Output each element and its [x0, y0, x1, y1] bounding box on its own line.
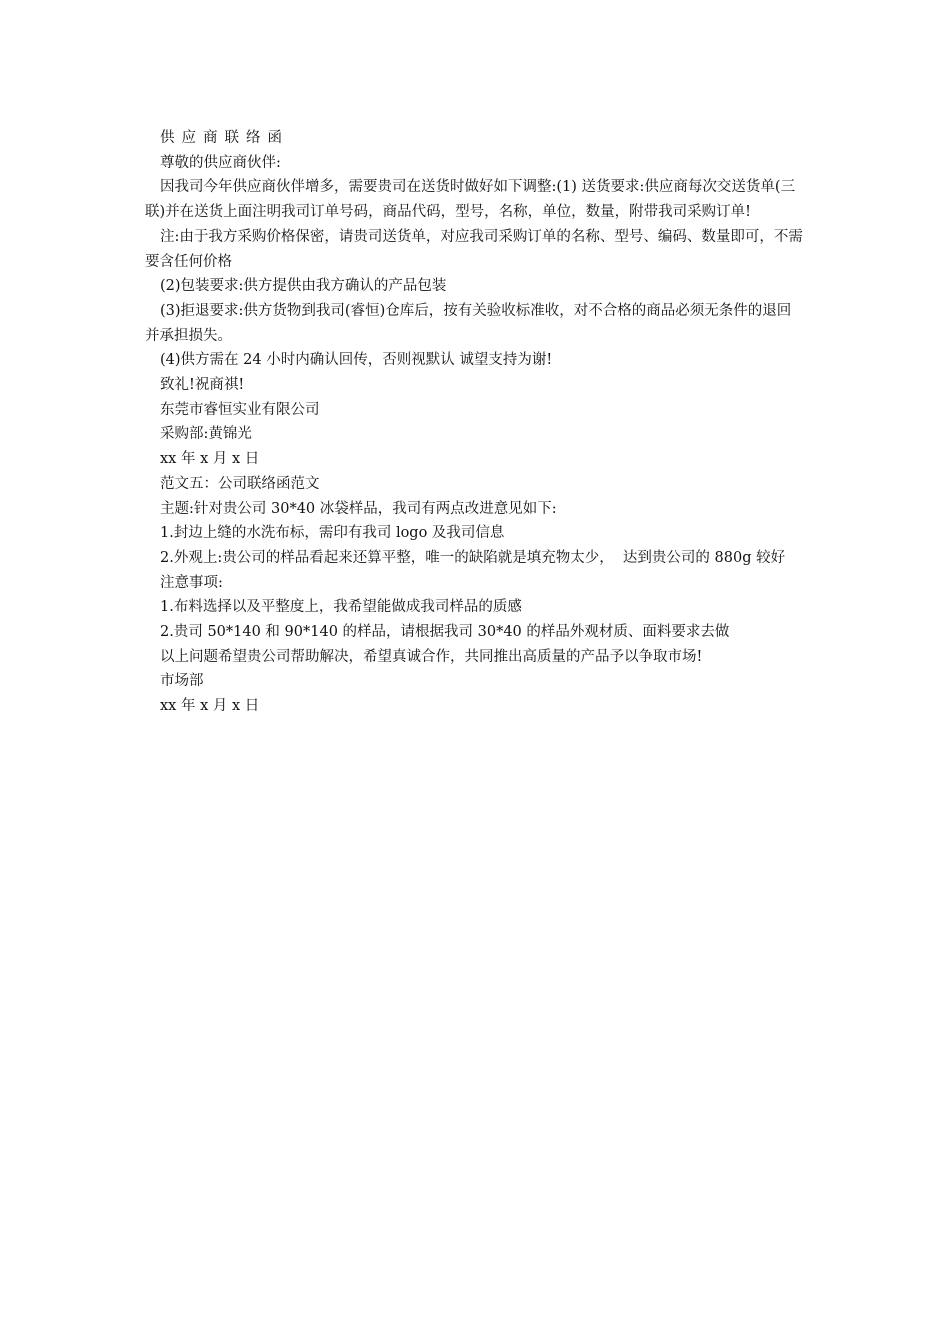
paragraph-confirmation: (4)供方需在 24 小时内确认回传，否则视默认 诚望支持为谢! [160, 352, 553, 369]
company-name: 东莞市睿恒实业有限公司 [160, 401, 320, 418]
department-signer: 采购部:黄锦光 [160, 426, 252, 443]
note-item-2: 2.贵司 50*140 和 90*140 的样品，请根据我司 30*40 的样品外观材质、面料要求去做 [160, 624, 730, 641]
paragraph-delivery-requirements: 因我司今年供应商伙伴增多，需要贵司在送货时做好如下调整:(1) 送货要求:供应商每次交送货单(三联)并在送货上面注明我司订单号码，商品代码，型号，名称，单位，数量，附带我司采购订单! [145, 179, 796, 221]
improvement-item-2: 2.外观上:贵公司的样品看起来还算平整，唯一的缺陷就是填充物太少， 达到贵公司的 880g 较好 [160, 549, 786, 566]
salutation: 尊敬的供应商伙伴: [160, 154, 281, 171]
paragraph-packaging: (2)包装要求:供方提供由我方确认的产品包装 [160, 278, 447, 295]
subject-line: 主题:针对贵公司 30*40 冰袋样品，我司有两点改进意见如下: [160, 500, 557, 517]
notes-heading: 注意事项: [160, 574, 223, 591]
letter-body [145, 126, 805, 719]
paragraph-rejection: (3)拒退要求:供方货物到我司(睿恒)仓库后，按有关验收标准收，对不合格的商品必须无条件的退回并承担损失。 [145, 302, 792, 344]
letter-title: 供应商联络函 [160, 130, 289, 146]
closing: 致礼!祝商祺! [160, 377, 245, 394]
paragraph-price-note: 注:由于我方采购价格保密，请贵司送货单，对应我司采购订单的名称、型号、编码、数量即可，不需要含任何价格 [145, 228, 803, 270]
improvement-item-1: 1.封边上缝的水洗布标，需印有我司 logo 及我司信息 [160, 525, 505, 542]
section-heading: 范文五：公司联络函范文 [160, 475, 320, 492]
closing-request: 以上问题希望贵公司帮助解决，希望真诚合作，共同推出高质量的产品予以争取市场! [160, 648, 703, 665]
date-line-2: xx 年 x 月 x 日 [160, 698, 260, 715]
date-line: xx 年 x 月 x 日 [160, 451, 260, 468]
note-item-1: 1.布料选择以及平整度上，我希望能做成我司样品的质感 [160, 599, 522, 616]
department-name: 市场部 [160, 673, 204, 690]
